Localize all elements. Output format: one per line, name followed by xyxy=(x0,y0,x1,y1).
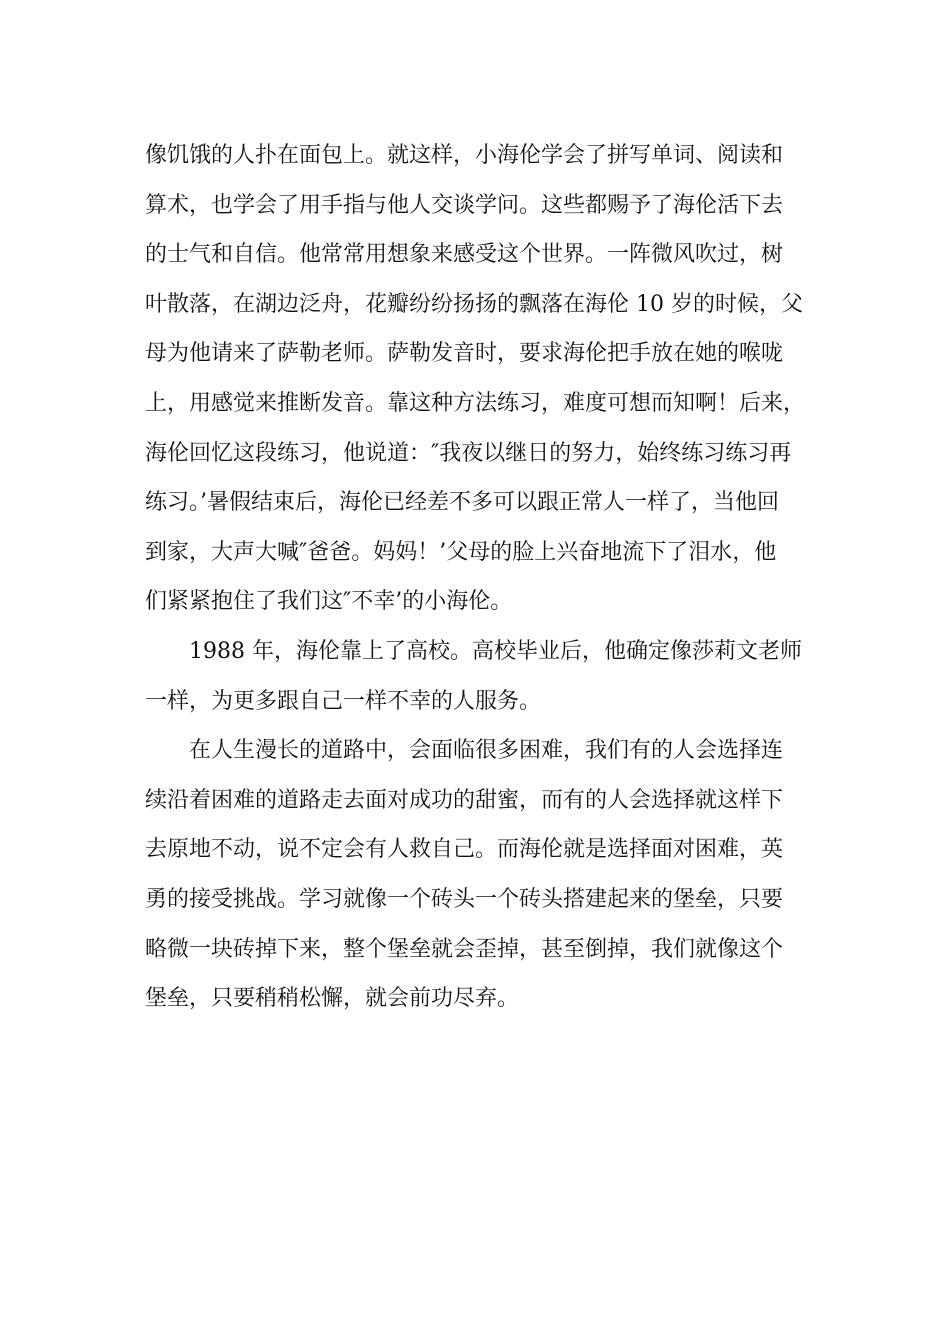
paragraph-3-line-2: 续沿着困难的道路走去面对成功的甜蜜，而有的人会选择就这样下 xyxy=(145,787,784,813)
paragraph-2-line-1: 1988 年，海伦靠上了高校。高校毕业后，他确定像莎莉文老师 xyxy=(189,638,802,664)
paragraph-1-line-3: 的士气和自信。他常常用想象来感受这个世界。一阵微风吹过，树 xyxy=(145,242,784,268)
paragraph-1-line-4: 叶散落，在湖边泛舟，花瓣纷纷扬扬的飘落在海伦 10 岁的时候，父 xyxy=(145,291,803,317)
paragraph-2-line-2: 一样，为更多跟自己一样不幸的人服务。 xyxy=(145,688,542,714)
paragraph-1-line-9: 到家，大声大喊″爸爸。妈妈！’父母的脸上兴奋地流下了泪水，他 xyxy=(145,539,777,565)
paragraph-1-line-5: 母为他请来了萨勒老师。萨勒发音时，要求海伦把手放在她的喉咙 xyxy=(145,341,784,367)
paragraph-1-line-2: 算术，也学会了用手指与他人交谈学问。这些都赐予了海伦活下去 xyxy=(145,192,784,218)
paragraph-1-line-8: 练习。’暑假结束后，海伦已经差不多可以跟正常人一样了，当他回 xyxy=(145,490,779,516)
paragraph-3-line-3: 去原地不动，说不定会有人救自己。而海伦就是选择面对困难，英 xyxy=(145,837,784,863)
paragraph-1-line-10: 们紧紧抱住了我们这″不幸’的小海伦。 xyxy=(145,589,513,615)
paragraph-1-line-1: 像饥饿的人扑在面包上。就这样，小海伦学会了拼写单词、阅读和 xyxy=(145,143,784,168)
paragraph-3-line-4: 勇的接受挑战。学习就像一个砖头一个砖头搭建起来的堡垒，只要 xyxy=(145,886,784,912)
paragraph-3-line-5: 略微一块砖掉下来，整个堡垒就会歪掉，甚至倒掉，我们就像这个 xyxy=(145,936,784,962)
paragraph-1-line-6: 上，用感觉来推断发音。靠这种方法练习，难度可想而知啊！后来， xyxy=(145,390,806,416)
document-body xyxy=(145,131,835,1024)
paragraph-3-line-1: 在人生漫长的道路中，会面临很多困难，我们有的人会选择连 xyxy=(189,738,784,764)
paragraph-3-line-6: 堡垒，只要稍稍松懈，就会前功尽弃。 xyxy=(145,986,520,1012)
paragraph-1-line-7: 海伦回忆这段练习，他说道：″我夜以继日的努力，始终练习练习再 xyxy=(145,440,792,466)
